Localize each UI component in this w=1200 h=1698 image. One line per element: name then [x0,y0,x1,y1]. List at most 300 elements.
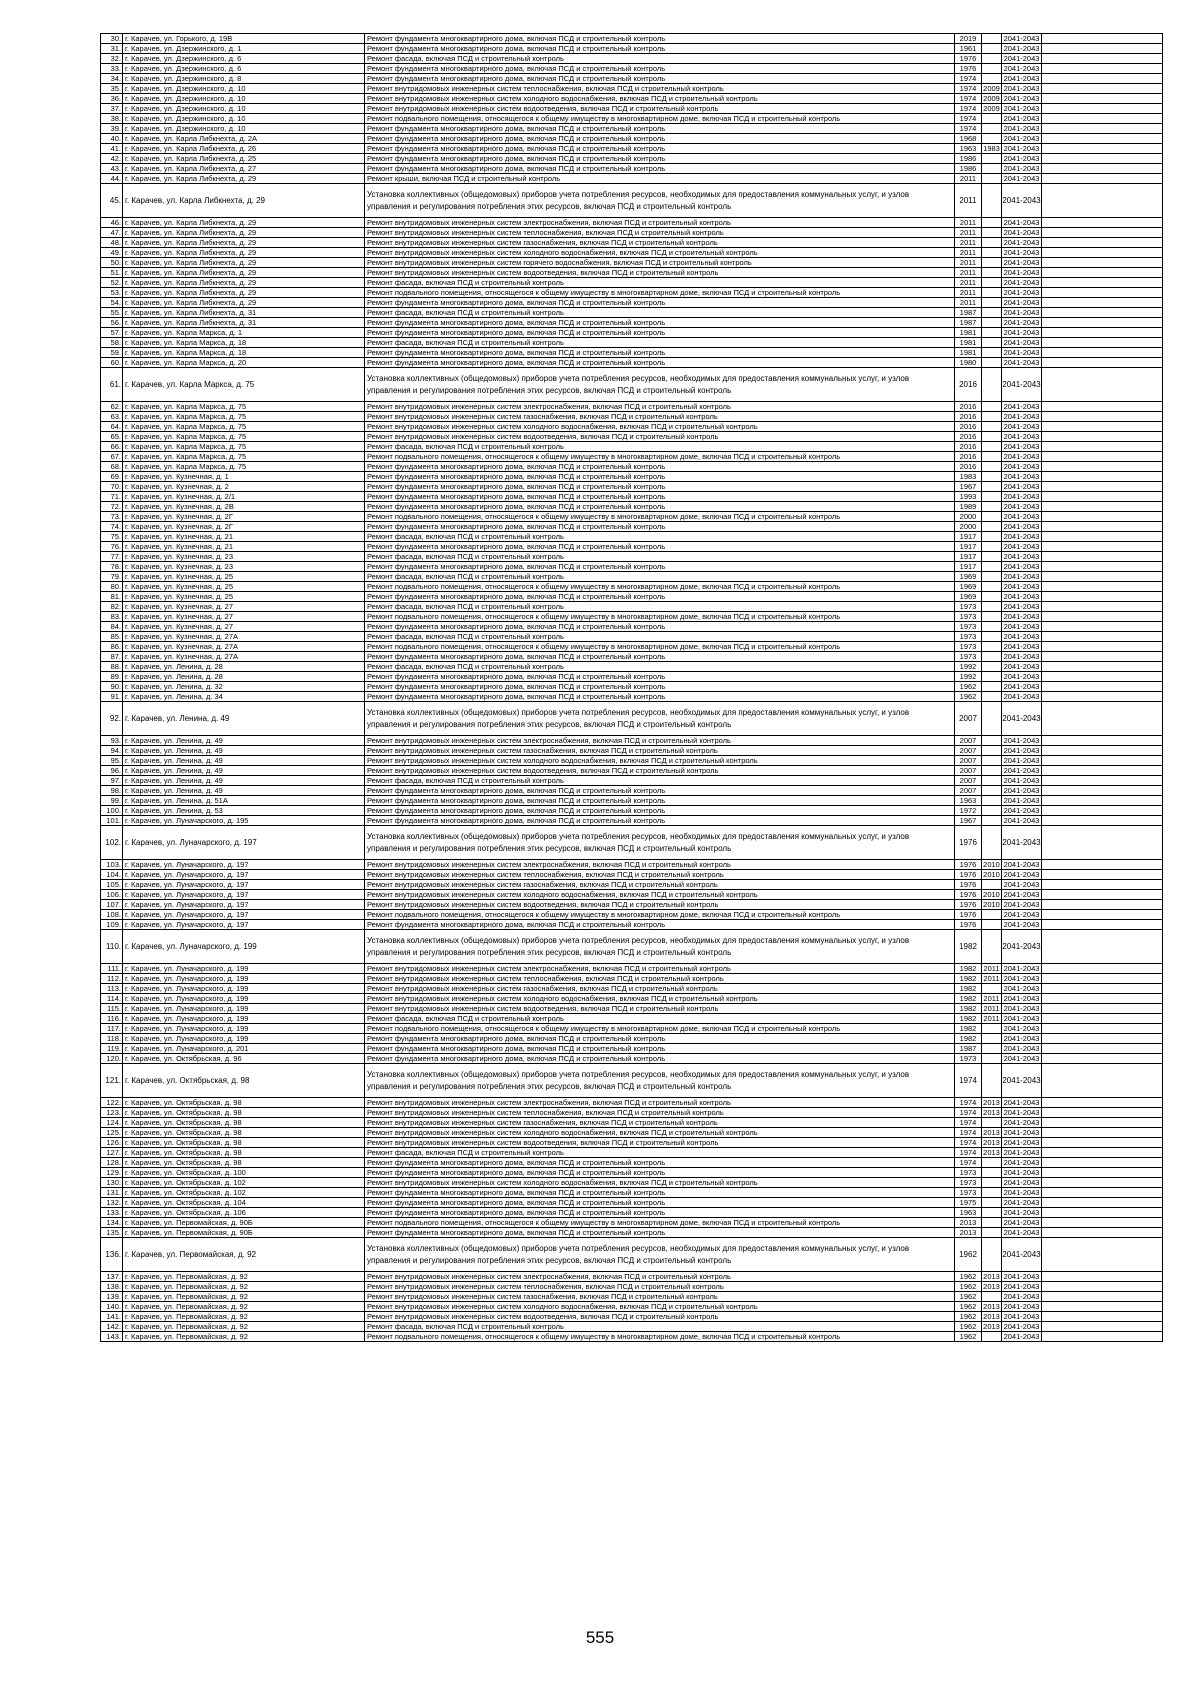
last-repair-year-cell [982,258,1002,268]
row-number: 80. [101,582,123,592]
row-number: 57. [101,328,123,338]
year-built-cell: 2007 [955,736,982,746]
year-built-cell: 1983 [955,472,982,482]
year-built-cell: 1974 [955,1138,982,1148]
table-row [101,602,1163,612]
empty-cell [1042,44,1163,54]
address-cell: г. Карачев, ул. Карла Либкнехта, д. 29 [123,268,365,278]
empty-cell [1042,900,1163,910]
empty-cell [1042,1034,1163,1044]
planned-period-cell: 2041-2043 [1002,124,1042,134]
row-number: 119. [101,1044,123,1054]
table-row [101,492,1163,502]
table-row [101,1282,1163,1292]
empty-cell [1042,1188,1163,1198]
empty-cell [1042,870,1163,880]
table-row [101,218,1163,228]
year-built-cell: 2011 [955,258,982,268]
empty-cell [1042,218,1163,228]
table-row [101,1168,1163,1178]
row-number: 95. [101,756,123,766]
table-row [101,766,1163,776]
row-number: 91. [101,692,123,702]
row-number: 131. [101,1188,123,1198]
empty-cell [1042,1272,1163,1282]
year-built-cell: 1973 [955,642,982,652]
last-repair-year-cell [982,984,1002,994]
empty-cell [1042,682,1163,692]
work-type-cell: Ремонт фасада, включая ПСД и строительный контроль [365,338,955,348]
address-cell: г. Карачев, ул. Луначарского, д. 199 [123,1034,365,1044]
year-built-cell: 1982 [955,974,982,984]
last-repair-year-cell [982,796,1002,806]
work-type-cell: Ремонт фундамента многоквартирного дома, включая ПСД и строительный контроль [365,74,955,84]
planned-period-cell: 2041-2043 [1002,134,1042,144]
last-repair-year-cell [982,662,1002,672]
row-number: 102. [101,826,123,860]
row-number: 56. [101,318,123,328]
empty-cell [1042,442,1163,452]
last-repair-year-cell: 1983 [983,143,1000,153]
table-row [101,442,1163,452]
empty-cell [1042,104,1163,114]
last-repair-year-cell [982,298,1002,308]
empty-cell [1042,994,1163,1004]
last-repair-year-cell: 2011 [983,1003,1000,1013]
planned-period-cell: 2041-2043 [1002,512,1042,522]
planned-period-cell: 2041-2043 [1002,104,1042,114]
row-number: 73. [101,512,123,522]
address-cell: г. Карачев, ул. Октябрьская, д. 98 [123,1064,365,1098]
year-built-cell: 1967 [955,816,982,826]
work-type-cell: Ремонт внутридомовых инженерных систем газоснабжения, включая ПСД и строительный контроль [365,238,955,248]
table-row [101,462,1163,472]
year-built-cell: 1974 [955,1148,982,1158]
work-type-cell: Ремонт фасада, включая ПСД и строительный контроль [365,532,955,542]
table-row [101,880,1163,890]
last-repair-year-cell [982,652,1002,662]
table-row [101,870,1163,880]
empty-cell [1042,94,1163,104]
address-cell: г. Карачев, ул. Октябрьская, д. 102 [123,1178,365,1188]
address-cell: г. Карачев, ул. Ленина, д. 49 [123,766,365,776]
row-number: 43. [101,164,123,174]
empty-cell [1042,64,1163,74]
empty-cell [1042,1014,1163,1024]
work-type-cell: Ремонт внутридомовых инженерных систем холодного водоснабжения, включая ПСД и строительный контроль [365,94,955,104]
last-repair-year-cell [982,1292,1002,1302]
planned-period-cell: 2041-2043 [1002,806,1042,816]
last-repair-year-cell [982,910,1002,920]
work-type-cell: Ремонт внутридомовых инженерных систем электроснабжения, включая ПСД и строительный контроль [365,860,955,870]
row-number: 66. [101,442,123,452]
empty-cell [1042,1292,1163,1302]
year-built-cell: 2011 [955,228,982,238]
work-type-cell: Ремонт фундамента многоквартирного дома, включая ПСД и строительный контроль [365,1054,955,1064]
address-cell: г. Карачев, ул. Луначарского, д. 199 [123,984,365,994]
year-built-cell: 1982 [955,1034,982,1044]
row-number: 134. [101,1218,123,1228]
row-number: 101. [101,816,123,826]
work-type-cell: Ремонт фасада, включая ПСД и строительный контроль [365,602,955,612]
year-built-cell: 1962 [955,1322,982,1332]
row-number: 112. [101,974,123,984]
table-row [101,572,1163,582]
table-row [101,1158,1163,1168]
year-built-cell: 1974 [955,114,982,124]
table-row [101,144,1163,154]
year-built-cell: 1976 [955,880,982,890]
address-cell: г. Карачев, ул. Кузнечная, д. 21 [123,532,365,542]
work-type-cell: Ремонт фундамента многоквартирного дома, включая ПСД и строительный контроль [365,348,955,358]
year-built-cell: 1974 [955,1064,982,1098]
last-repair-year-cell: 2011 [983,963,1000,973]
work-type-cell: Ремонт фундамента многоквартирного дома, включая ПСД и строительный контроль [365,358,955,368]
address-cell: г. Карачев, ул. Октябрьская, д. 98 [123,1118,365,1128]
table-row [101,402,1163,412]
planned-period-cell: 2041-2043 [1002,502,1042,512]
year-built-cell: 1982 [955,964,982,974]
empty-cell [1042,1098,1163,1108]
table-row [101,552,1163,562]
work-type-cell: Ремонт фундамента многоквартирного дома, включая ПСД и строительный контроль [365,34,955,44]
work-type-cell: Ремонт фундамента многоквартирного дома, включая ПСД и строительный контроль [365,522,955,532]
last-repair-year-cell [982,1034,1002,1044]
address-cell: г. Карачев, ул. Горького, д. 19В [123,34,365,44]
planned-period-cell: 2041-2043 [1002,94,1042,104]
empty-cell [1042,672,1163,682]
year-built-cell: 1982 [955,930,982,964]
row-number: 128. [101,1158,123,1168]
last-repair-year-cell [982,482,1002,492]
address-cell: г. Карачев, ул. Дзержинского, д. 10 [123,84,365,94]
year-built-cell: 2000 [955,512,982,522]
row-number: 68. [101,462,123,472]
address-cell: г. Карачев, ул. Карла Маркса, д. 75 [123,422,365,432]
address-cell: г. Карачев, ул. Первомайская, д. 92 [123,1312,365,1322]
table-row [101,1178,1163,1188]
year-built-cell: 1973 [955,612,982,622]
last-repair-year-cell [982,702,1002,736]
row-number: 98. [101,786,123,796]
empty-cell [1042,1302,1163,1312]
empty-cell [1042,1198,1163,1208]
year-built-cell: 1992 [955,672,982,682]
year-built-cell: 1962 [955,1302,982,1312]
row-number: 111. [101,964,123,974]
year-built-cell: 1974 [955,74,982,84]
empty-cell [1042,492,1163,502]
work-type-cell: Ремонт фундамента многоквартирного дома, включая ПСД и строительный контроль [365,318,955,328]
address-cell: г. Карачев, ул. Луначарского, д. 197 [123,900,365,910]
last-repair-year-cell [982,64,1002,74]
empty-cell [1042,238,1163,248]
address-cell: г. Карачев, ул. Ленина, д. 49 [123,786,365,796]
row-number: 76. [101,542,123,552]
planned-period-cell: 2041-2043 [1002,1054,1042,1064]
year-built-cell: 1969 [955,592,982,602]
year-built-cell: 1976 [955,900,982,910]
work-type-cell: Ремонт внутридомовых инженерных систем водоотведения, включая ПСД и строительный контроль [365,1138,955,1148]
planned-period-cell: 2041-2043 [1002,308,1042,318]
table-row [101,44,1163,54]
address-cell: г. Карачев, ул. Ленина, д. 28 [123,672,365,682]
empty-cell [1042,1138,1163,1148]
planned-period-cell: 2041-2043 [1002,1024,1042,1034]
address-cell: г. Карачев, ул. Карла Маркса, д. 1 [123,328,365,338]
last-repair-year-cell: 2009 [983,93,1000,103]
empty-cell [1042,308,1163,318]
planned-period-cell: 2041-2043 [1002,1272,1042,1282]
table-row [101,238,1163,248]
empty-cell [1042,432,1163,442]
empty-cell [1042,462,1163,472]
last-repair-year-cell [982,756,1002,766]
row-number: 51. [101,268,123,278]
work-type-cell: Установка коллективных (общедомовых) приборов учета потребления ресурсов, необходимых для предоставления коммунальных услуг, и узлов управления и регулирования потребления этих ресурсов, включая ПСД и строительный контроль [365,1238,955,1272]
work-type-cell: Ремонт фасада, включая ПСД и строительный контроль [365,1322,955,1332]
table-row [101,974,1163,984]
last-repair-year-cell [982,238,1002,248]
table-row [101,308,1163,318]
work-type-cell: Ремонт фундамента многоквартирного дома, включая ПСД и строительный контроль [365,1044,955,1054]
address-cell: г. Карачев, ул. Дзержинского, д. 1 [123,44,365,54]
work-type-cell: Ремонт внутридомовых инженерных систем водоотведения, включая ПСД и строительный контроль [365,268,955,278]
last-repair-year-cell [982,920,1002,930]
work-type-cell: Ремонт внутридомовых инженерных систем теплоснабжения, включая ПСД и строительный контроль [365,1108,955,1118]
table-row [101,652,1163,662]
last-repair-year-cell: 2013 [983,1097,1000,1107]
table-row [101,298,1163,308]
year-built-cell: 1987 [955,1044,982,1054]
empty-cell [1042,632,1163,642]
last-repair-year-cell [982,368,1002,402]
row-number: 67. [101,452,123,462]
year-built-cell: 1962 [955,1238,982,1272]
last-repair-year-cell [982,248,1002,258]
address-cell: г. Карачев, ул. Октябрьская, д. 98 [123,1138,365,1148]
work-type-cell: Ремонт фундамента многоквартирного дома, включая ПСД и строительный контроль [365,134,955,144]
row-number: 123. [101,1108,123,1118]
last-repair-year-cell [982,492,1002,502]
table-row [101,1272,1163,1282]
last-repair-year-cell [982,1238,1002,1272]
address-cell: г. Карачев, ул. Дзержинского, д. 10 [123,104,365,114]
row-number: 142. [101,1322,123,1332]
row-number: 106. [101,890,123,900]
empty-cell [1042,84,1163,94]
last-repair-year-cell [982,562,1002,572]
address-cell: г. Карачев, ул. Карла Либкнехта, д. 29 [123,248,365,258]
address-cell: г. Карачев, ул. Кузнечная, д. 23 [123,562,365,572]
empty-cell [1042,278,1163,288]
year-built-cell: 1980 [955,358,982,368]
table-row [101,124,1163,134]
year-built-cell: 1973 [955,1168,982,1178]
row-number: 60. [101,358,123,368]
address-cell: г. Карачев, ул. Луначарского, д. 197 [123,826,365,860]
empty-cell [1042,692,1163,702]
last-repair-year-cell: 2009 [983,103,1000,113]
empty-cell [1042,164,1163,174]
table-row [101,1322,1163,1332]
empty-cell [1042,472,1163,482]
last-repair-year-cell: 2013 [983,1281,1000,1291]
last-repair-year-cell [982,134,1002,144]
table-row [101,338,1163,348]
row-number: 46. [101,218,123,228]
table-row [101,1198,1163,1208]
row-number: 63. [101,412,123,422]
row-number: 97. [101,776,123,786]
work-type-cell: Ремонт фундамента многоквартирного дома, включая ПСД и строительный контроль [365,682,955,692]
table-row [101,1302,1163,1312]
address-cell: г. Карачев, ул. Карла Либкнехта, д. 29 [123,228,365,238]
year-built-cell: 2011 [955,184,982,218]
year-built-cell: 1976 [955,860,982,870]
table-row [101,164,1163,174]
row-number: 30. [101,34,123,44]
last-repair-year-cell [982,582,1002,592]
planned-period-cell: 2041-2043 [1002,44,1042,54]
year-built-cell: 1976 [955,826,982,860]
table-row [101,806,1163,816]
row-number: 107. [101,900,123,910]
planned-period-cell: 2041-2043 [1002,492,1042,502]
planned-period-cell: 2041-2043 [1002,994,1042,1004]
empty-cell [1042,1148,1163,1158]
row-number: 113. [101,984,123,994]
empty-cell [1042,258,1163,268]
last-repair-year-cell: 2013 [983,1137,1000,1147]
address-cell: г. Карачев, ул. Карла Либкнехта, д. 25 [123,154,365,164]
table-row [101,1098,1163,1108]
year-built-cell: 1981 [955,338,982,348]
row-number: 70. [101,482,123,492]
row-number: 86. [101,642,123,652]
table-row [101,1188,1163,1198]
row-number: 33. [101,64,123,74]
address-cell: г. Карачев, ул. Кузнечная, д. 21 [123,542,365,552]
last-repair-year-cell: 2013 [983,1301,1000,1311]
year-built-cell: 2007 [955,766,982,776]
address-cell: г. Карачев, ул. Кузнечная, д. 27 [123,602,365,612]
table-row [101,1148,1163,1158]
table-row [101,756,1163,766]
planned-period-cell: 2041-2043 [1002,218,1042,228]
table-body [101,34,1163,1342]
address-cell: г. Карачев, ул. Октябрьская, д. 100 [123,1168,365,1178]
planned-period-cell: 2041-2043 [1002,258,1042,268]
last-repair-year-cell [982,164,1002,174]
work-type-cell: Ремонт фундамента многоквартирного дома, включая ПСД и строительный контроль [365,1208,955,1218]
row-number: 96. [101,766,123,776]
row-number: 114. [101,994,123,1004]
work-type-cell: Ремонт фасада, включая ПСД и строительный контроль [365,308,955,318]
planned-period-cell: 2041-2043 [1002,1158,1042,1168]
row-number: 89. [101,672,123,682]
row-number: 41. [101,144,123,154]
table-row [101,268,1163,278]
table-row [101,114,1163,124]
table-row [101,964,1163,974]
address-cell: г. Карачев, ул. Первомайская, д. 92 [123,1322,365,1332]
year-built-cell: 1976 [955,890,982,900]
year-built-cell: 1982 [955,1024,982,1034]
year-built-cell: 1993 [955,492,982,502]
last-repair-year-cell [982,542,1002,552]
planned-period-cell: 2041-2043 [1002,338,1042,348]
work-type-cell: Ремонт фасада, включая ПСД и строительный контроль [365,662,955,672]
empty-cell [1042,114,1163,124]
row-number: 79. [101,572,123,582]
planned-period-cell: 2041-2043 [1002,1302,1042,1312]
work-type-cell: Ремонт внутридомовых инженерных систем электроснабжения, включая ПСД и строительный контроль [365,1098,955,1108]
row-number: 31. [101,44,123,54]
work-type-cell: Ремонт внутридомовых инженерных систем водоотведения, включая ПСД и строительный контроль [365,104,955,114]
year-built-cell: 1974 [955,94,982,104]
planned-period-cell: 2041-2043 [1002,144,1042,154]
work-type-cell: Ремонт фундамента многоквартирного дома, включая ПСД и строительный контроль [365,164,955,174]
year-built-cell: 2000 [955,522,982,532]
table-row [101,64,1163,74]
row-number: 136. [101,1238,123,1272]
last-repair-year-cell [982,1228,1002,1238]
row-number: 137. [101,1272,123,1282]
work-type-cell: Ремонт фундамента многоквартирного дома, включая ПСД и строительный контроль [365,1168,955,1178]
address-cell: г. Карачев, ул. Кузнечная, д. 2Г [123,522,365,532]
address-cell: г. Карачев, ул. Кузнечная, д. 1 [123,472,365,482]
empty-cell [1042,328,1163,338]
last-repair-year-cell [982,776,1002,786]
year-built-cell: 1976 [955,910,982,920]
address-cell: г. Карачев, ул. Карла Либкнехта, д. 29 [123,288,365,298]
planned-period-cell: 2041-2043 [1002,870,1042,880]
year-built-cell: 1962 [955,1332,982,1342]
last-repair-year-cell [982,218,1002,228]
table-row [101,288,1163,298]
address-cell: г. Карачев, ул. Октябрьская, д. 98 [123,1158,365,1168]
table-row [101,532,1163,542]
row-number: 48. [101,238,123,248]
address-cell: г. Карачев, ул. Первомайская, д. 92 [123,1238,365,1272]
empty-cell [1042,602,1163,612]
last-repair-year-cell [982,552,1002,562]
last-repair-year-cell [982,502,1002,512]
last-repair-year-cell [982,1064,1002,1098]
row-number: 110. [101,930,123,964]
table-row [101,422,1163,432]
work-type-cell: Ремонт фундамента многоквартирного дома, включая ПСД и строительный контроль [365,44,955,54]
planned-period-cell: 2041-2043 [1002,74,1042,84]
work-type-cell: Ремонт фундамента многоквартирного дома, включая ПСД и строительный контроль [365,562,955,572]
table-row [101,796,1163,806]
empty-cell [1042,612,1163,622]
empty-cell [1042,756,1163,766]
empty-cell [1042,776,1163,786]
planned-period-cell: 2041-2043 [1002,1148,1042,1158]
empty-cell [1042,358,1163,368]
year-built-cell: 1987 [955,318,982,328]
planned-period-cell: 2041-2043 [1002,164,1042,174]
address-cell: г. Карачев, ул. Октябрьская, д. 98 [123,1148,365,1158]
year-built-cell: 2007 [955,702,982,736]
planned-period-cell: 2041-2043 [1002,1168,1042,1178]
planned-period-cell: 2041-2043 [1002,368,1042,402]
work-type-cell: Ремонт фундамента многоквартирного дома, включая ПСД и строительный контроль [365,462,955,472]
year-built-cell: 1917 [955,542,982,552]
table-row [101,1108,1163,1118]
